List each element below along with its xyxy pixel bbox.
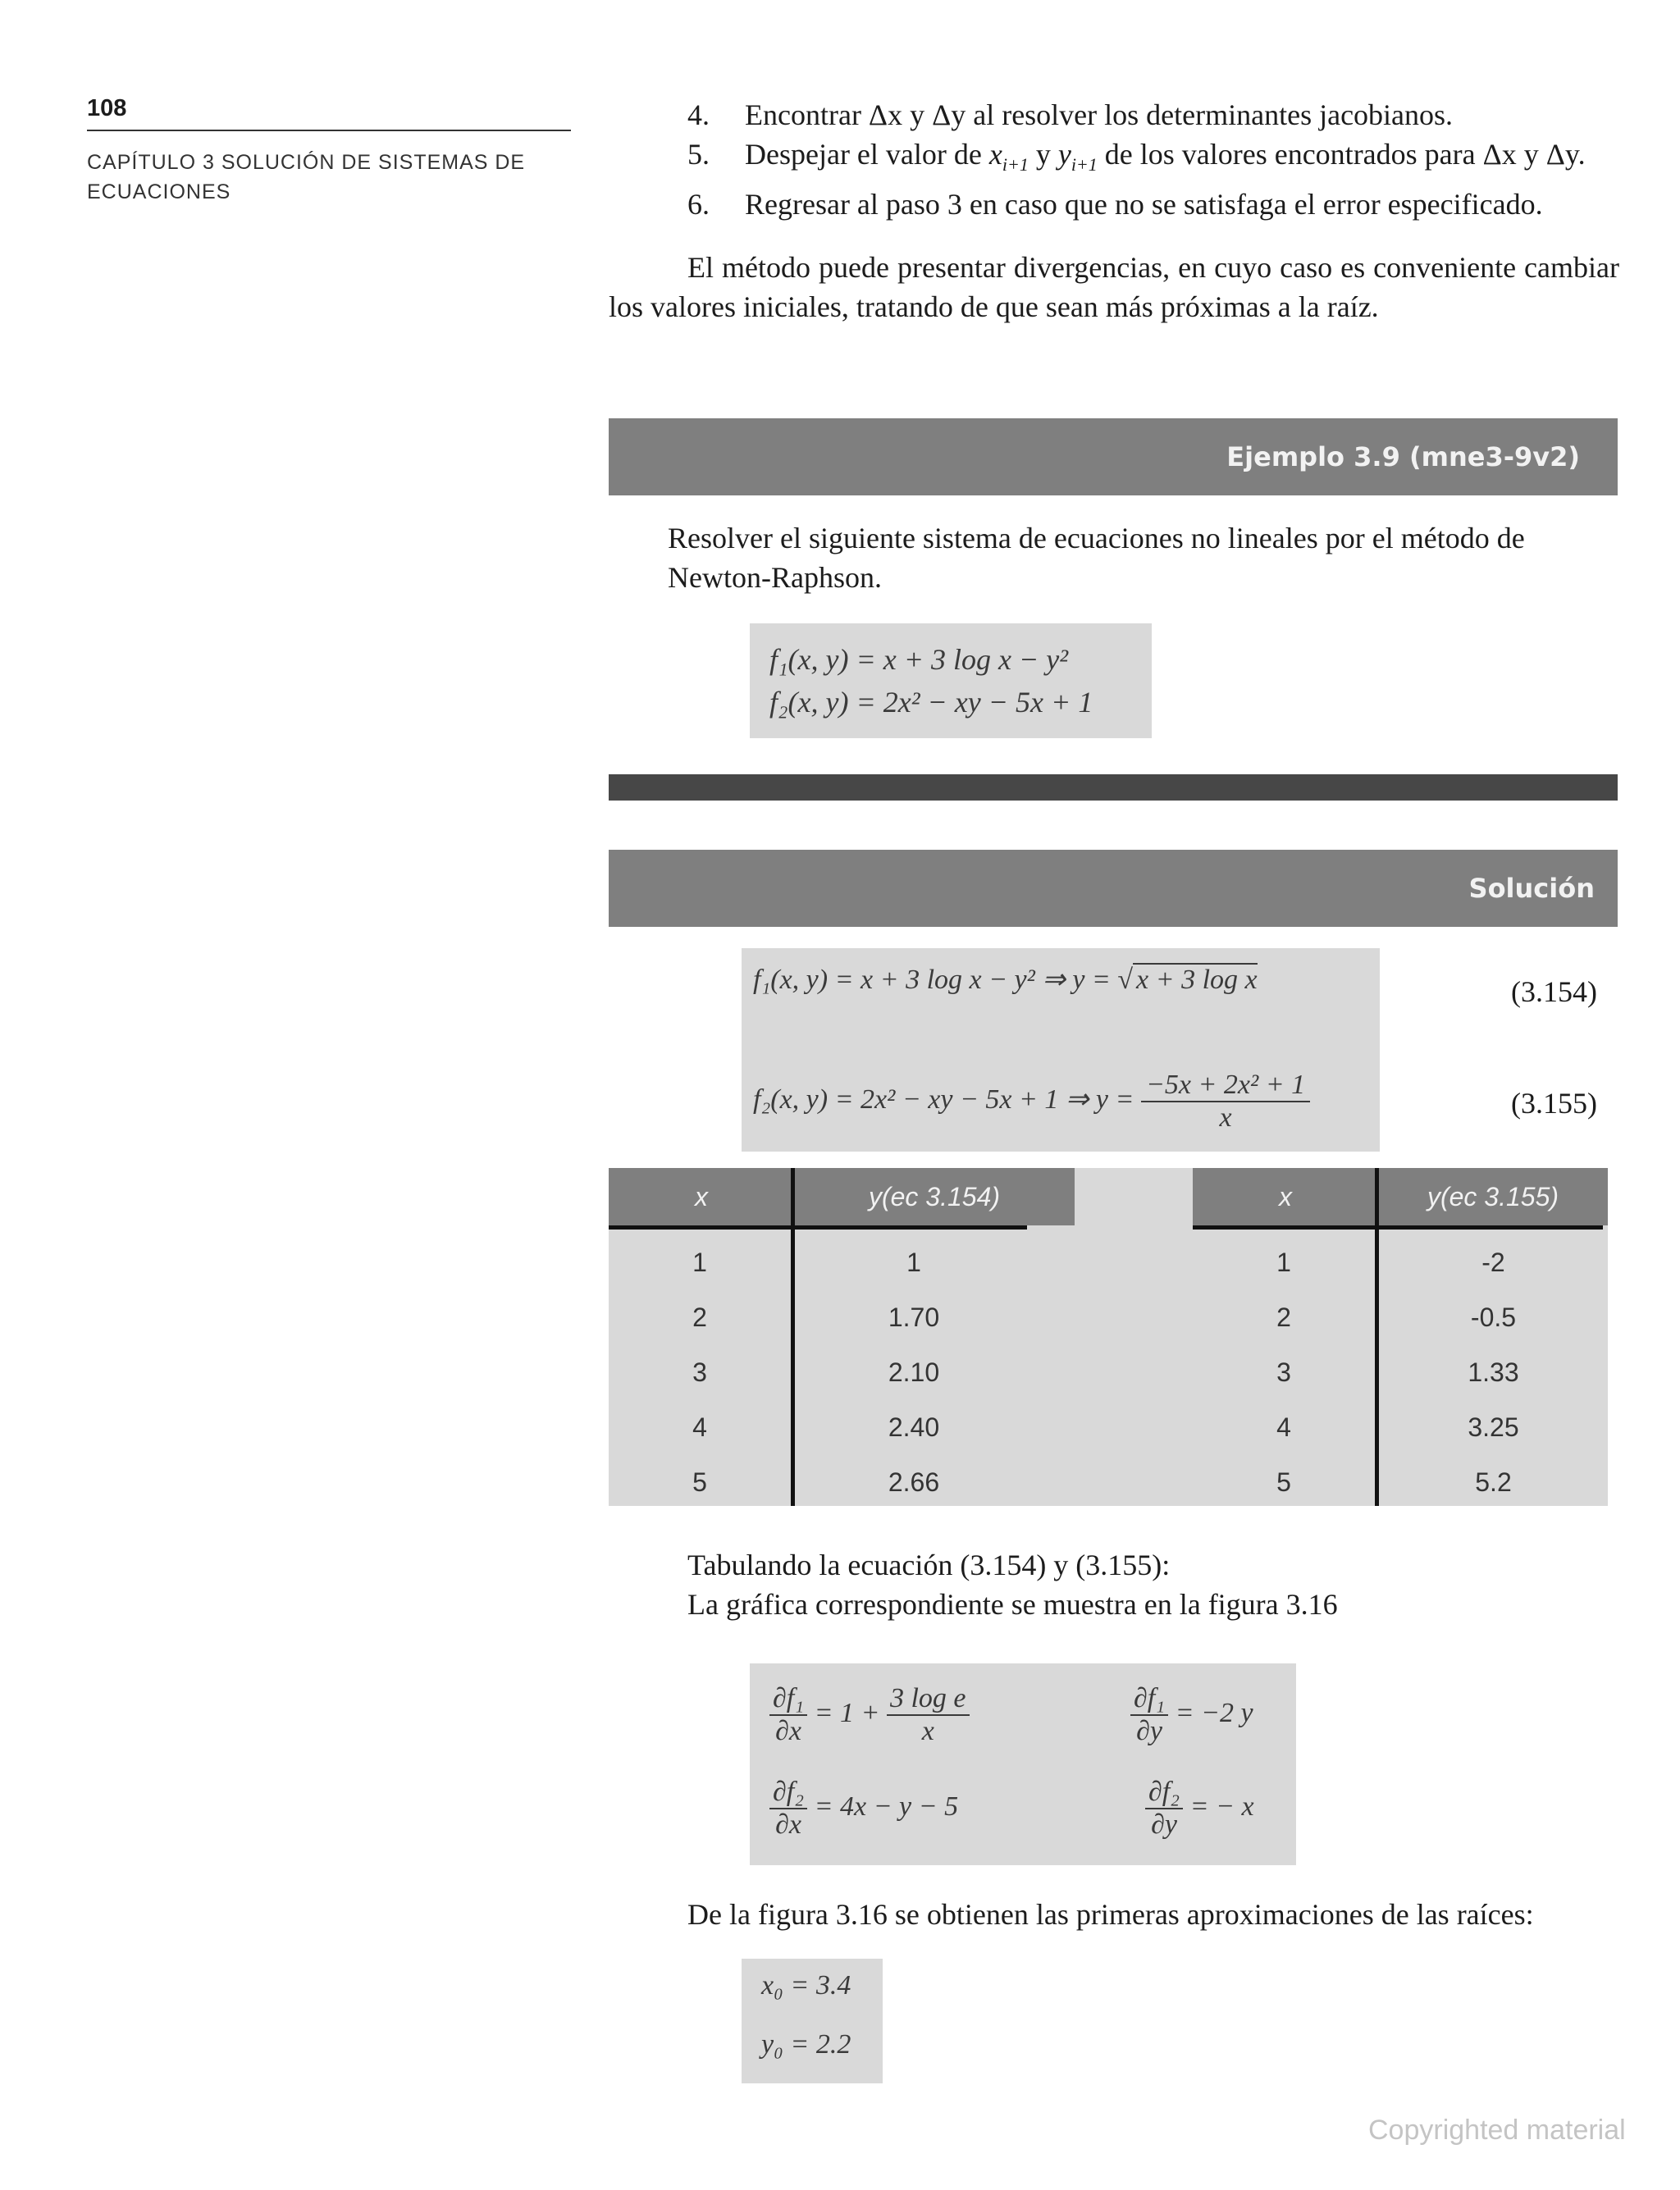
table-cell: 2.66 [888, 1467, 940, 1497]
table-cell: 2 [692, 1303, 707, 1332]
step-text: Despejar el valor de $x_{i+1}$ y $y_{i+1}$ de los valores encontrados para Δx y Δy. [745, 138, 1586, 176]
header-rule [87, 130, 571, 131]
table-cell: 4 [1276, 1412, 1291, 1442]
table-cell: 1 [692, 1248, 707, 1277]
section-divider [609, 774, 1618, 801]
table-cell: 2 [1276, 1303, 1291, 1332]
equation-f1: f₁(x, y) = x + 3 log x − y² [769, 643, 1069, 676]
solution-banner: Solución [609, 850, 1618, 927]
equation-number-155: (3.155) [1511, 1087, 1597, 1120]
d2-denominator: ∂y [1136, 1716, 1162, 1746]
step-text-a: Despejar el valor de [745, 138, 989, 171]
copyright-watermark: Copyrighted material [1368, 2115, 1626, 2146]
system-equations-box [750, 623, 1152, 738]
step-text: Encontrar Δx y Δy al resolver los determinantes jacobianos. [745, 98, 1454, 131]
table-cell: 5 [1276, 1467, 1291, 1497]
table-cell: 3.25 [1468, 1412, 1519, 1442]
d1-rhs: = 1 + [814, 1697, 887, 1728]
step-number: 4. [687, 98, 710, 131]
d1-rhs-denominator: x [921, 1716, 934, 1746]
derivative-df2-dy [1145, 1777, 1254, 1841]
eq155-numerator: −5x + 2x² + 1 [1141, 1070, 1310, 1102]
step-text: Regresar al paso 3 en caso que no se satisfaga el error especificado. [745, 188, 1543, 221]
table-cell: 5 [692, 1467, 707, 1497]
table-cell: 4 [692, 1412, 707, 1442]
example-statement: Resolver el siguiente sistema de ecuaciones no lineales por el método de Newton-Raphson. [668, 522, 1525, 594]
table-cell: 3 [1276, 1357, 1291, 1387]
header-underline-right [1193, 1225, 1603, 1230]
d2-numerator: ∂f₁ [1130, 1683, 1168, 1716]
d3-denominator: ∂x [775, 1809, 801, 1840]
equation-number-154: (3.154) [1511, 975, 1597, 1008]
d1-rhs-numerator: 3 log e [887, 1683, 970, 1716]
tabulating-text: Tabulando la ecuación (3.154) y (3.155): [687, 1549, 1171, 1581]
eq155-denominator: x [1219, 1102, 1232, 1133]
step-item [687, 95, 1623, 135]
table-header-x2: x [1193, 1168, 1378, 1225]
example-banner: Ejemplo 3.9 (mne3-9v2) [609, 418, 1618, 495]
divergence-paragraph: El método puede presentar divergencias, en cuyo caso es conveniente cambiar los valores iniciales, tratando de que sean más próximas a la raíz. [609, 251, 1619, 323]
table-header-x1: x [609, 1168, 794, 1225]
step-item [687, 135, 1623, 185]
graph-note-text: La gráfica correspondiente se muestra en la figura 3.16 [687, 1588, 1338, 1621]
derivative-df2-dx [769, 1777, 958, 1841]
d3-numerator: ∂f₂ [769, 1777, 807, 1809]
column-x1 [609, 1235, 791, 1510]
table-cell: 1 [1276, 1248, 1291, 1277]
d4-denominator: ∂y [1151, 1809, 1177, 1840]
page-number: 108 [87, 95, 127, 121]
eq155-fraction [1141, 1070, 1310, 1134]
root-y0: y₀ = 2.2 [761, 2029, 851, 2060]
eq155-left: f₂(x, y) = 2x² − xy − 5x + 1 ⇒ y = [753, 1084, 1141, 1115]
eq154-radicand: x + 3 log x [1133, 963, 1258, 995]
d2-rhs: = −2 y [1175, 1697, 1253, 1728]
table-header-y154: y(ec 3.154) [794, 1168, 1075, 1225]
chapter-title: CAPÍTULO 3 SOLUCIÓN DE SISTEMAS DE ECUACIONES [87, 151, 526, 203]
column-x2 [1193, 1235, 1375, 1510]
root-x0: x₀ = 3.4 [761, 1970, 851, 2001]
header-underline-left [609, 1225, 1027, 1230]
column-y154 [795, 1235, 1033, 1510]
step-number: 6. [687, 188, 710, 221]
tabulation-table [609, 1168, 1608, 1506]
table-cell: -2 [1481, 1248, 1505, 1277]
column-y155 [1379, 1235, 1608, 1510]
table-cell: 1 [906, 1248, 921, 1277]
d4-numerator: ∂f₂ [1145, 1777, 1183, 1809]
derivative-df1-dy [1130, 1683, 1253, 1747]
equation-3-155 [753, 1070, 1310, 1134]
step-text-b: de los valores encontrados para Δx y Δy. [1097, 138, 1586, 171]
steps-list [687, 95, 1623, 224]
equation-3-154 [753, 963, 1258, 996]
step-item [687, 185, 1623, 224]
table-cell: 5.2 [1475, 1467, 1512, 1497]
d3-rhs: = 4x − y − 5 [814, 1791, 959, 1822]
table-cell: 3 [692, 1357, 707, 1387]
step-number: 5. [687, 138, 710, 171]
d4-rhs: = − x [1189, 1791, 1254, 1822]
equation-f2: f₂(x, y) = 2x² − xy − 5x + 1 [769, 686, 1093, 719]
table-header-y155: y(ec 3.155) [1378, 1168, 1608, 1225]
d1-numerator: ∂f₁ [769, 1683, 807, 1716]
table-cell: 1.70 [888, 1303, 940, 1332]
d1-denominator: ∂x [775, 1716, 801, 1746]
table-cell: -0.5 [1470, 1303, 1517, 1332]
eq154-left: f₁(x, y) = x + 3 log x − y² ⇒ y = √ [753, 965, 1134, 995]
table-cell: 1.33 [1468, 1357, 1519, 1387]
roots-intro-text: De la figura 3.16 se obtienen las primeras aproximaciones de las raíces: [687, 1898, 1534, 1931]
table-cell: 2.10 [888, 1357, 940, 1387]
table-cell: 2.40 [888, 1412, 940, 1442]
derivative-df1-dx [769, 1683, 970, 1747]
